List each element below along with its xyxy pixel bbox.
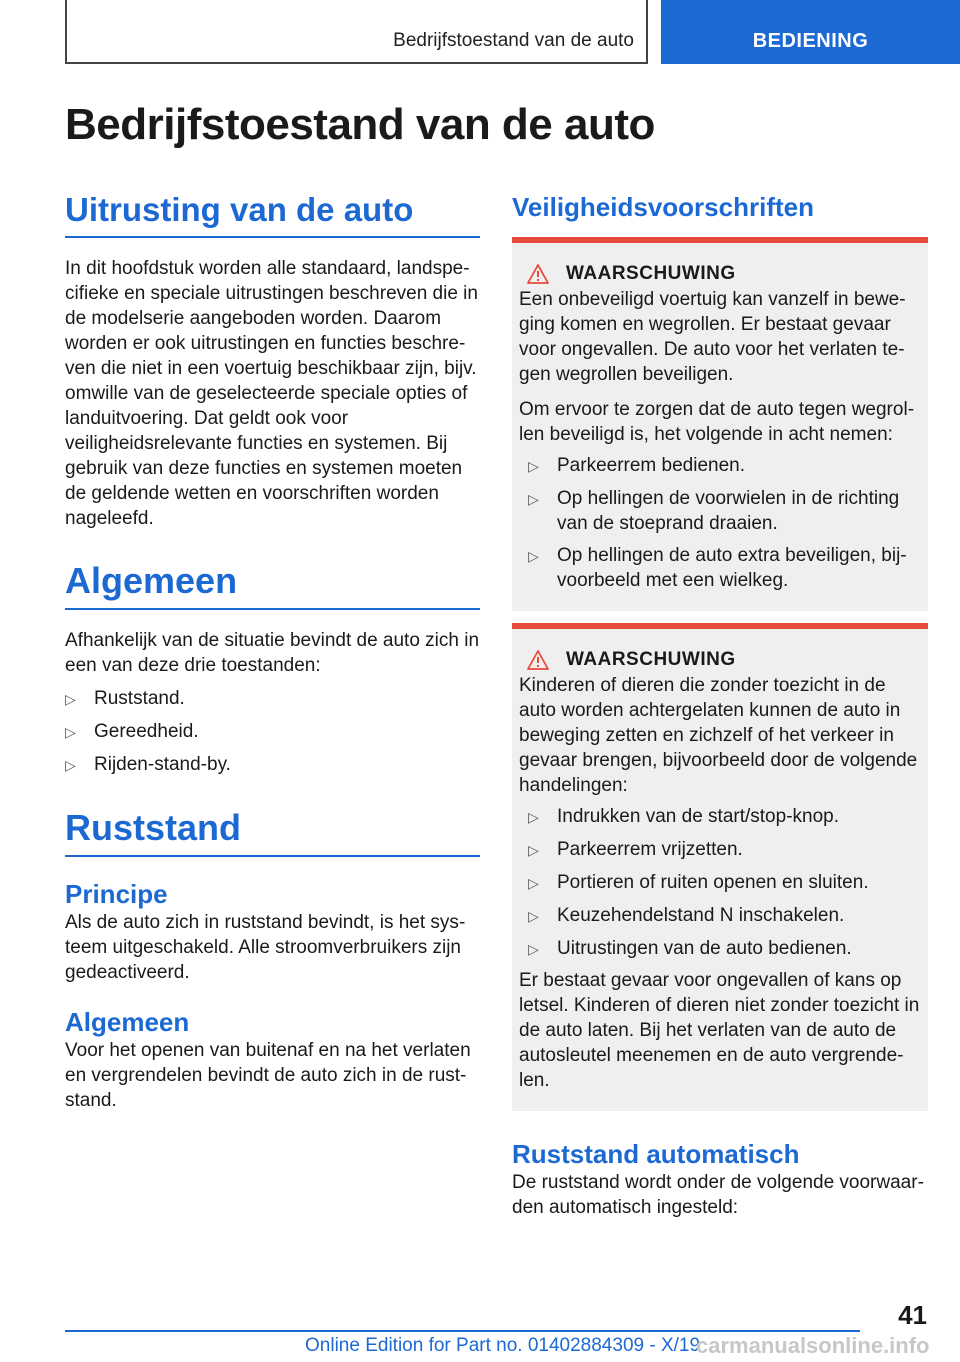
list-item: ▷ Parkeerrem bedienen. <box>519 453 921 479</box>
heading-principe: Principe <box>65 878 168 909</box>
warning-text: Kinderen of dieren die zonder toezicht in de auto worden achtergelaten kunnen de auto in beweging zetten en zichzelf of het verkeer in gevaar brengen, bijvoorbeeld door de volgende handelingen: <box>519 675 918 797</box>
list-item: ▷ Ruststand. <box>65 686 480 712</box>
list-toestanden <box>65 686 480 778</box>
list-item: ▷ Indrukken van de start/stop-knop. <box>519 804 921 830</box>
heading-algemeen: Algemeen <box>65 559 480 610</box>
triangle-right-icon: ▷ <box>528 842 539 859</box>
paragraph-ruststand-automatisch: De ruststand wordt onder de volgende voorwaarden automatisch ingesteld: <box>512 1172 924 1219</box>
triangle-right-icon: ▷ <box>528 458 539 475</box>
heading-veiligheid: Veiligheidsvoorschriften <box>512 192 814 222</box>
triangle-right-icon: ▷ <box>528 908 539 925</box>
left-column <box>65 190 480 1113</box>
paragraph-principe: Als de auto zich in ruststand bevindt, is het systeem uitgeschakeld. Alle stroomverbruikers zijn gedeactiveerd. <box>65 912 466 984</box>
header-section-tab: BEDIENING <box>661 0 960 64</box>
right-column <box>512 190 928 1220</box>
watermark: carmanualsonline.info <box>696 1333 930 1358</box>
page-title: Bedrijfstoestand van de auto <box>65 100 655 149</box>
triangle-right-icon: ▷ <box>528 875 539 892</box>
paragraph-algemeen: Afhankelijk van de situatie bevindt de auto zich in een van deze drie toestanden: <box>65 629 480 676</box>
heading-algemeen-ruststand: Algemeen <box>65 1007 190 1038</box>
warning-list <box>519 804 921 962</box>
triangle-right-icon: ▷ <box>528 941 539 958</box>
header-chapter-box <box>65 0 648 64</box>
warning-list <box>519 453 921 593</box>
triangle-right-icon: ▷ <box>65 723 76 740</box>
heading-ruststand: Ruststand <box>65 806 480 857</box>
triangle-right-icon: ▷ <box>65 690 76 707</box>
list-item: ▷ Portieren of ruiten openen en sluiten. <box>519 870 921 896</box>
warning-box-wegrollen <box>512 237 928 611</box>
triangle-right-icon: ▷ <box>528 491 539 508</box>
list-item: ▷ Parkeerrem vrijzetten. <box>519 837 921 863</box>
list-item: ▷ Op hellingen de voorwielen in de richting van de stoeprand draaien. <box>528 488 900 535</box>
paragraph-uitrusting: In dit hoofdstuk worden alle standaard, landspecifieke en speciale uitrustingen beschreven die in de modelserie aangeboden worden. Daarom worden er ook uitrustingen en functies beschreven die niet in een voertuig beschikbaar zijn, bijv. omwille van de geselecteerde speciale opties of landuitvoering. Dat geldt ook voor veiligheidsrelevante functies en systemen. Bij gebruik van deze functies en systemen moeten de geldende wetten en voorschriften worden nageleefd. <box>65 257 478 529</box>
heading-uitrusting: Uitrusting van de auto <box>65 190 480 238</box>
footer-divider <box>65 1330 860 1332</box>
list-item: ▷ Rijden-stand-by. <box>65 752 480 778</box>
triangle-right-icon: ▷ <box>65 756 76 773</box>
warning-text: Er bestaat gevaar voor ongevallen of kans op letsel. Kinderen of dieren niet zonder toezicht in de auto laten. Bij het verlaten van de auto de autosleutel meenemen en de auto vergrendelen. <box>519 970 920 1092</box>
warning-title: WAARSCHUWING <box>527 263 921 285</box>
triangle-right-icon: ▷ <box>528 548 539 565</box>
header-chapter-title: Bedrijfstoestand van de auto <box>393 30 634 51</box>
footer-edition: Online Edition for Part no. 01402884309 - X/19 <box>305 1335 701 1356</box>
warning-triangle-icon <box>527 264 549 284</box>
warning-box-kinderen <box>512 623 928 1111</box>
list-item: ▷ Uitrustingen van de auto bedienen. <box>519 936 921 962</box>
list-item: ▷ Keuzehendelstand N inschakelen. <box>519 903 921 929</box>
list-item: ▷ Op hellingen de auto extra beveiligen, bijvoorbeeld met een wielkeg. <box>528 545 907 592</box>
warning-triangle-icon <box>527 650 549 670</box>
page-number: 41 <box>898 1300 927 1330</box>
list-item: ▷ Gereedheid. <box>65 719 480 745</box>
heading-ruststand-automatisch: Ruststand automatisch <box>512 1139 800 1170</box>
warning-text: Een onbeveiligd voertuig kan vanzelf in beweging komen en wegrollen. Er bestaat gevaar voor ongevallen. De auto voor het verlaten tegen wegrollen beveiligen. <box>519 289 906 386</box>
paragraph-algemeen-ruststand: Voor het openen van buitenaf en na het verlaten en vergrendelen bevindt de auto zich in de ruststand. <box>65 1040 471 1112</box>
warning-title: WAARSCHUWING <box>527 649 921 671</box>
triangle-right-icon: ▷ <box>528 809 539 826</box>
warning-text: Om ervoor te zorgen dat de auto tegen wegrollen beveiligd is, het volgende in acht nemen: <box>519 399 915 446</box>
